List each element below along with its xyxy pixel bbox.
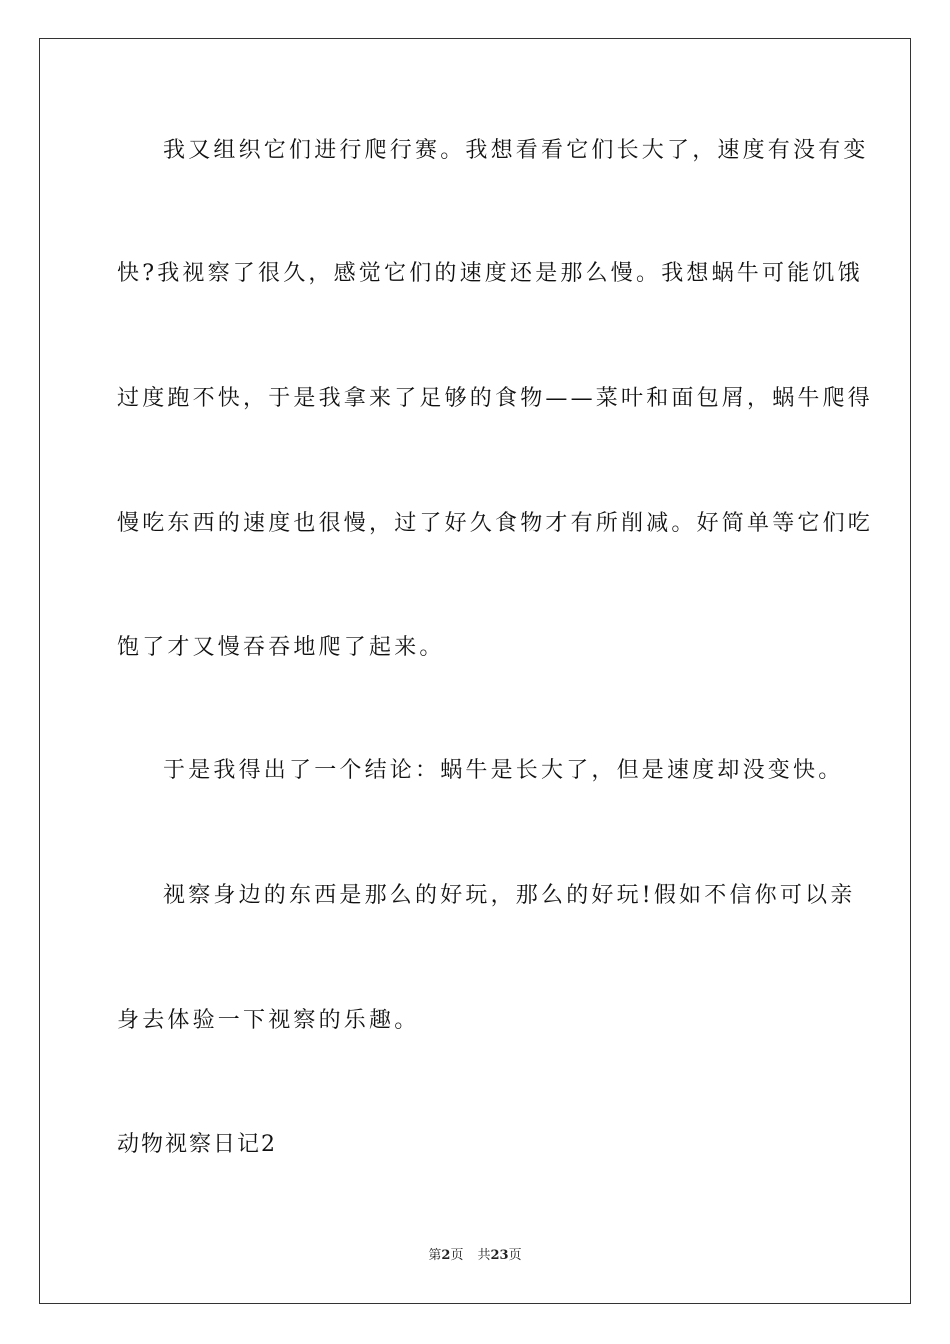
footer-page-number: 2	[441, 1248, 451, 1263]
page-footer	[0, 1247, 950, 1265]
footer-page-prefix: 第	[428, 1248, 442, 1263]
section-heading: 动物视察日记2	[117, 1132, 277, 1157]
footer-total-prefix: 共	[477, 1248, 491, 1263]
paragraph-line: 快?我视察了很久，感觉它们的速度还是那么慢。我想蜗牛可能饥饿	[117, 261, 863, 286]
paragraph-line: 于是我得出了一个结论：蜗牛是长大了，但是速度却没变快。	[163, 758, 844, 783]
paragraph-line: 慢吃东西的速度也很慢，过了好久食物才有所削减。好简单等它们吃	[117, 511, 874, 536]
paragraph-line: 饱了才又慢吞吞地爬了起来。	[117, 635, 445, 660]
paragraph-line: 我又组织它们进行爬行赛。我想看看它们长大了，速度有没有变	[163, 138, 869, 163]
paragraph-line: 视察身边的东西是那么的好玩，那么的好玩!假如不信你可以亲	[163, 883, 856, 908]
page-border	[39, 38, 911, 1304]
footer-total-suffix: 页	[508, 1248, 522, 1263]
paragraph-line: 身去体验一下视察的乐趣。	[117, 1008, 420, 1033]
footer-page-suffix: 页	[450, 1248, 464, 1263]
paragraph-line: 过度跑不快，于是我拿来了足够的食物——菜叶和面包屑，蜗牛爬得	[117, 386, 874, 411]
footer-total-pages: 23	[490, 1248, 509, 1263]
